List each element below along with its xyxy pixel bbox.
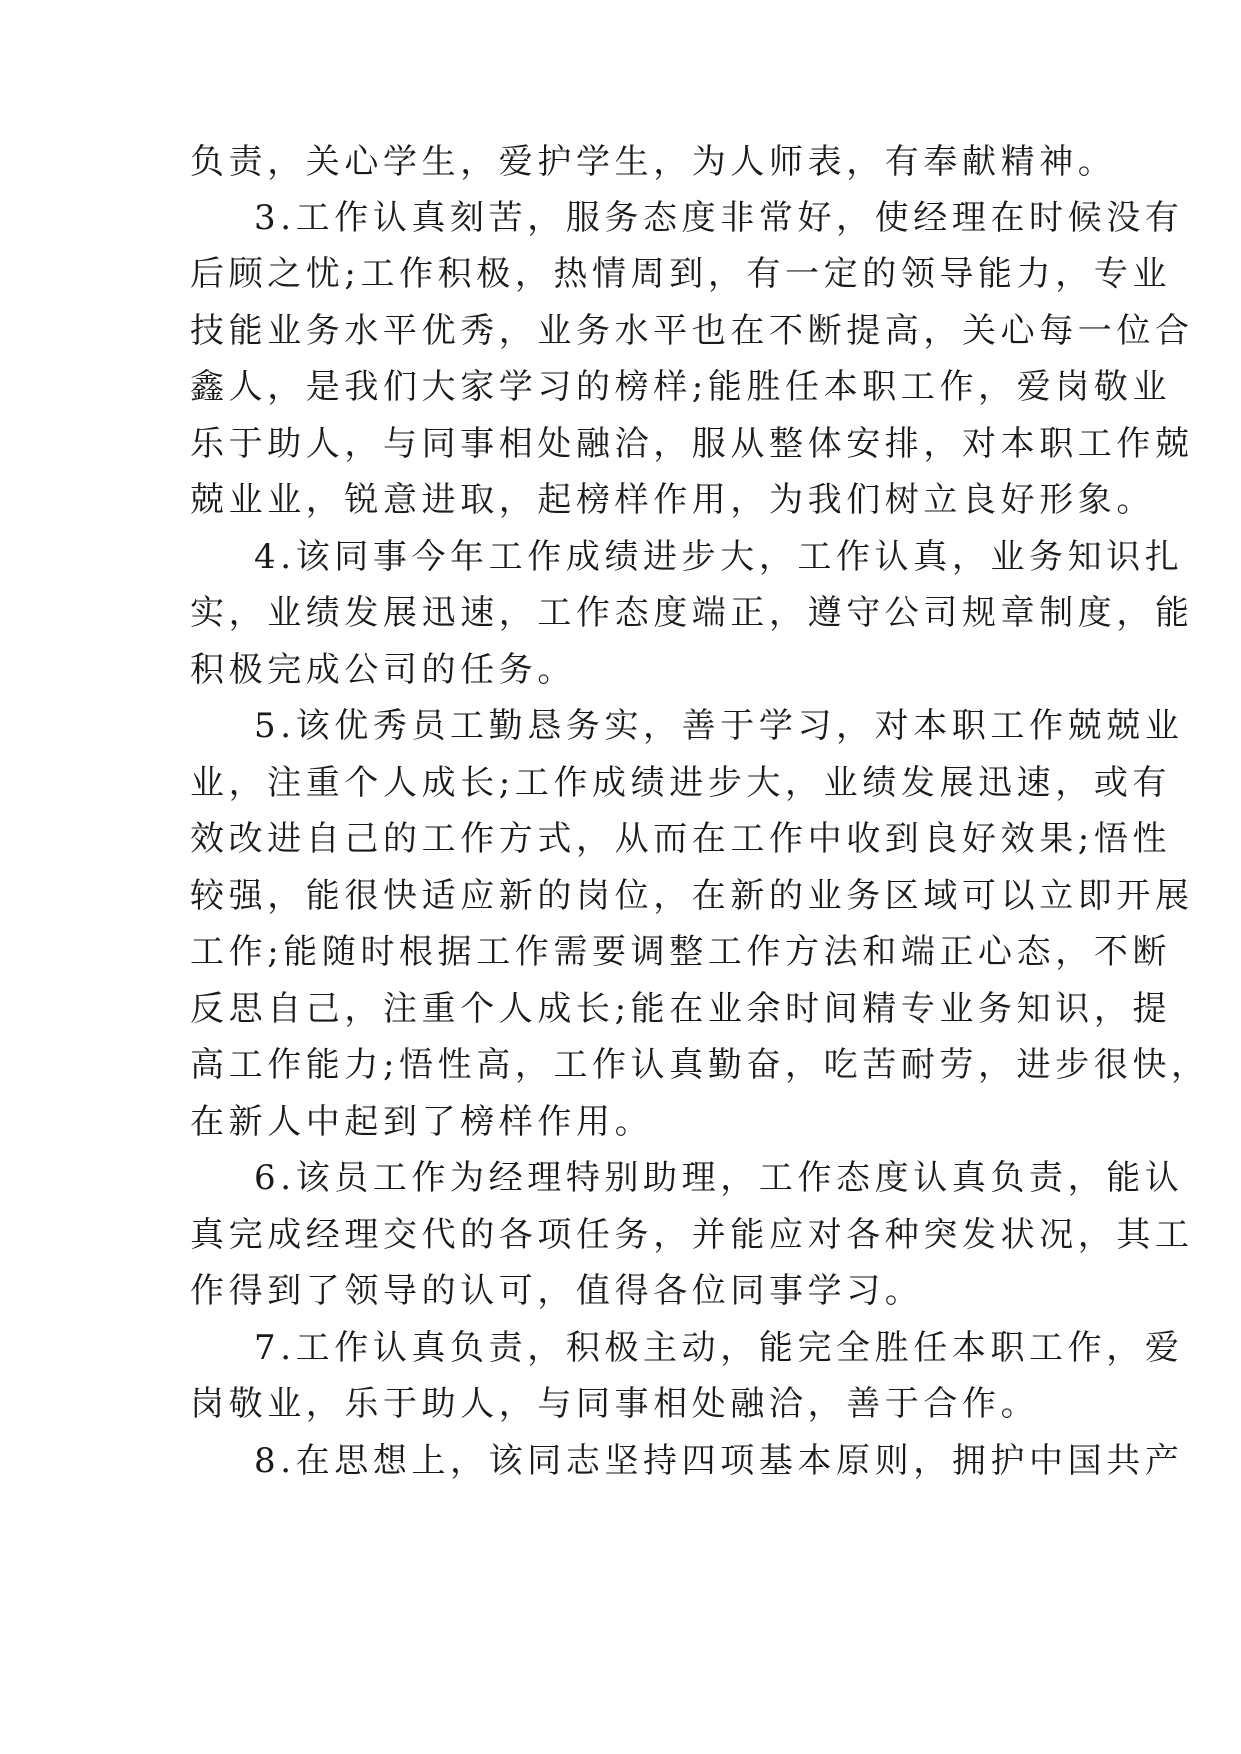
text-line: 鑫人，是我们大家学习的榜样;能胜任本职工作，爱岗敬业	[190, 367, 1172, 407]
text-line: 积极完成公司的任务。	[190, 650, 576, 690]
text-line: 实，业绩发展迅速，工作态度端正，遵守公司规章制度，能	[190, 593, 1194, 633]
text-line: 效改进自己的工作方式，从而在工作中收到良好效果;悟性	[190, 819, 1172, 859]
text-line: 4.该同事今年工作成绩进步大，工作认真，业务知识扎	[254, 537, 1184, 577]
text-line: 工作;能随时根据工作需要调整工作方法和端正心态，不断	[190, 932, 1172, 972]
text-line: 业，注重个人成长;工作成绩进步大，业绩发展迅速，或有	[190, 763, 1172, 803]
text-line: 在新人中起到了榜样作用。	[190, 1102, 654, 1142]
text-line: 兢业业，锐意进取，起榜样作用，为我们树立良好形象。	[190, 480, 1155, 520]
text-line: 乐于助人，与同事相处融洽，服从整体安排，对本职工作兢	[190, 424, 1194, 464]
text-line: 反思自己，注重个人成长;能在业余时间精专业务知识，提	[190, 989, 1172, 1029]
text-line: 真完成经理交代的各项任务，并能应对各种突发状况，其工	[190, 1215, 1194, 1255]
text-line: 岗敬业，乐于助人，与同事相处融洽，善于合作。	[190, 1384, 1040, 1424]
text-line: 高工作能力;悟性高，工作认真勤奋，吃苦耐劳，进步很快，	[190, 1045, 1210, 1085]
text-line: 后顾之忧;工作积极，热情周到，有一定的领导能力，专业	[190, 254, 1172, 294]
text-line: 8.在思想上，该同志坚持四项基本原则，拥护中国共产	[254, 1441, 1184, 1481]
text-line: 3.工作认真刻苦，服务态度非常好，使经理在时候没有	[254, 198, 1184, 238]
text-line: 6.该员工作为经理特别助理，工作态度认真负责，能认	[254, 1158, 1184, 1198]
text-line: 技能业务水平优秀，业务水平也在不断提高，关心每一位合	[190, 311, 1194, 351]
text-line: 负责，关心学生，爱护学生，为人师表，有奉献精神。	[190, 142, 1117, 182]
text-line: 7.工作认真负责，积极主动，能完全胜任本职工作，爱	[254, 1328, 1184, 1368]
text-line: 5.该优秀员工勤恳务实，善于学习，对本职工作兢兢业	[254, 706, 1184, 746]
text-line: 较强，能很快适应新的岗位，在新的业务区域可以立即开展	[190, 876, 1194, 916]
text-line: 作得到了领导的认可，值得各位同事学习。	[190, 1271, 924, 1311]
